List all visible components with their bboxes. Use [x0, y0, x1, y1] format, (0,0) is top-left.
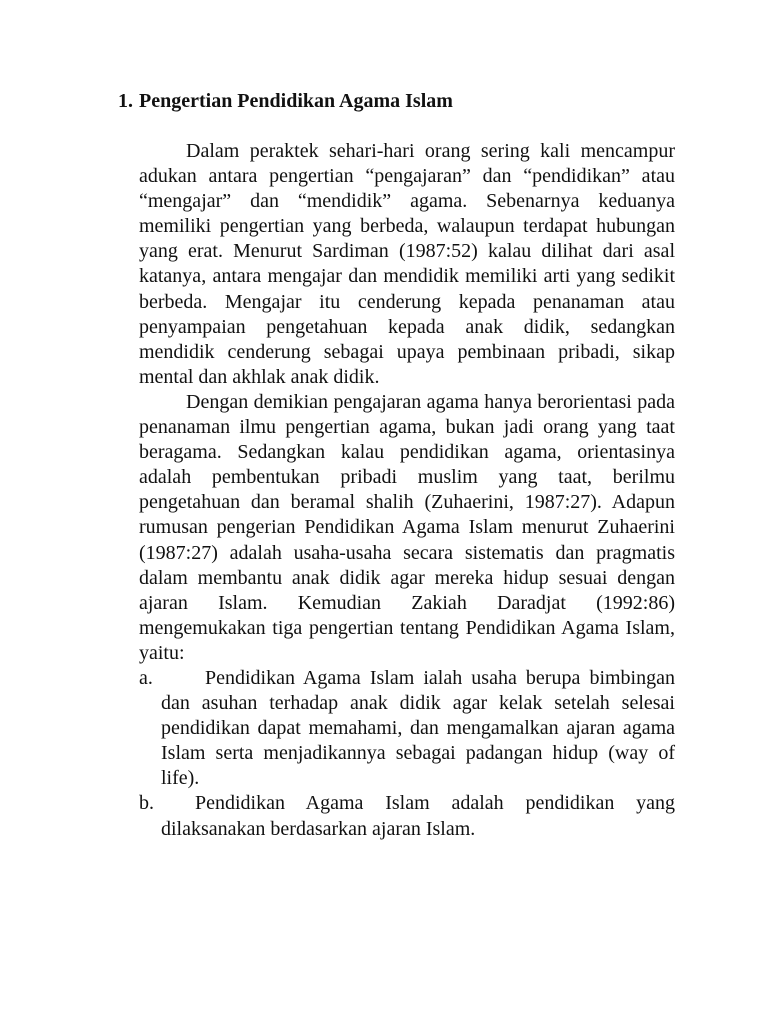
list-item-text: Pendidikan Agama Islam adalah pendidikan yang dilaksanakan berdasarkan ajaran Islam. [161, 792, 675, 840]
section-number: 1. [118, 90, 133, 112]
section-title: Pengertian Pendidikan Agama Islam [139, 90, 453, 112]
list-item [139, 791, 675, 841]
definition-list [139, 666, 675, 842]
section-heading [118, 88, 453, 114]
list-marker: a. [139, 666, 153, 689]
list-item [139, 666, 675, 791]
document-body [139, 139, 675, 842]
list-item-text: Pendidikan Agama Islam ialah usaha berupa bimbingan dan asuhan terhadap anak didik agar kelak setelah selesai pendidikan dapat memahami, dan mengamalkan ajaran agama Islam serta menjadikannya sebagai padangan hidup (way of life). [161, 666, 675, 790]
paragraph: Dengan demikian pengajaran agama hanya berorientasi pada penanaman ilmu pengertian agama, bukan jadi orang yang taat beragama. Sedangkan kalau pendidikan agama, orientasinya adalah pembentukan pribadi muslim yang taat, berilmu pengetahuan dan beramal shalih (Zuhaerini, 1987:27). Adapun rumusan pengerian Pendidikan Agama Islam menurut Zuhaerini (1987:27) adalah usaha-usaha secara sistematis dan pragmatis dalam membantu anak didik agar mereka hidup sesuai dengan ajaran Islam. Kemudian Zakiah Daradjat (1992:86) mengemukakan tiga pengertian tentang Pendidikan Agama Islam, yaitu: [139, 390, 675, 664]
paragraph: Dalam peraktek sehari-hari orang sering kali mencampur adukan antara pengertian “pengajaran” dan “pendidikan” atau “mengajar” dan “mendidik” agama. Sebenarnya keduanya memiliki pengertian yang berbeda, walaupun terdapat hubungan yang erat. Menurut Sardiman (1987:52) kalau dilihat dari asal katanya, antara mengajar dan mendidik memiliki arti yang sedikit berbeda. Mengajar itu cenderung kepada penanaman atau penyampaian pengetahuan kepada anak didik, sedangkan mendidik cenderung sebagai upaya pembinaan pribadi, sikap mental dan akhlak anak didik. [139, 140, 675, 388]
list-marker: b. [139, 792, 154, 815]
